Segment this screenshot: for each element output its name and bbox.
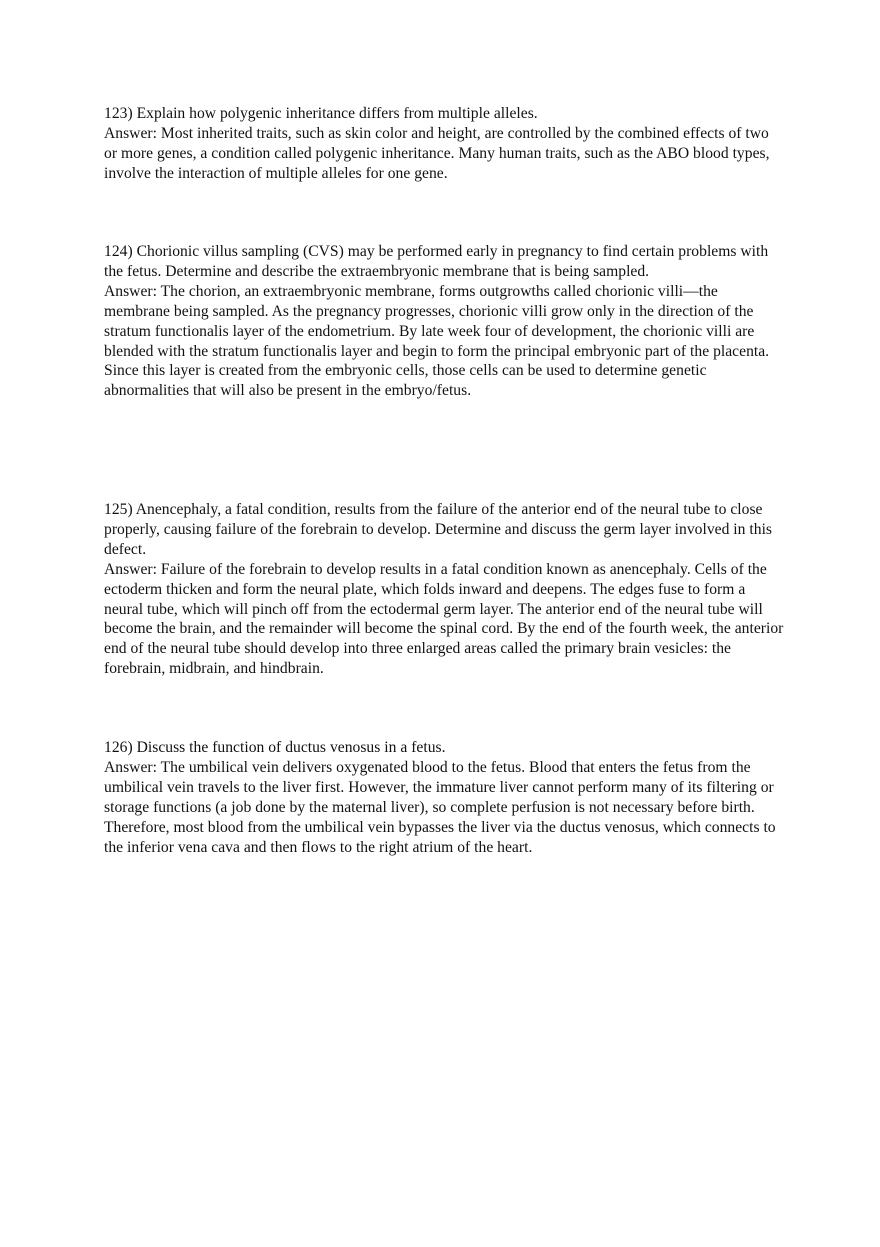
question-body: Explain how polygenic inheritance differs from multiple alleles. <box>136 105 538 122</box>
answer-label: Answer: <box>104 560 157 578</box>
question-number: 123) <box>104 105 133 122</box>
answer-body: The umbilical vein delivers oxygenated blood to the fetus. Blood that enters the fetus from the umbilical vein travels to the liver first. However, the immature liver cannot perform many of its filtering or storage functions (a job done by the maternal liver), so complete perfusion is not necessary before birth. Therefore, most blood from the umbilical vein bypasses the liver via the ductus venosus, which connects to the inferior vena cava and then flows to the right atrium of the heart. <box>104 758 776 856</box>
answer-label: Answer: <box>104 124 157 142</box>
question-number: 126) <box>104 739 133 756</box>
answer-text <box>104 560 784 679</box>
answer-body: Failure of the forebrain to develop results in a fatal condition known as anencephaly. Cells of the ectoderm thicken and form the neural plate, which folds inward and deepens. The edges fuse to form a neural tube, which will pinch off from the ectodermal germ layer. The anterior end of the neural tube will become the brain, and the remainder will become the spinal cord. By the end of the fourth week, the anterior end of the neural tube should develop into three enlarged areas called the primary brain vesicles: the forebrain, midbrain, and hindbrain. <box>104 560 784 678</box>
question-text <box>104 500 784 560</box>
question-number: 124) <box>104 243 133 260</box>
question-body: Discuss the function of ductus venosus in a fetus. <box>136 739 446 756</box>
answer-body: Most inherited traits, such as skin color and height, are controlled by the combined effects of two or more genes, a condition called polygenic inheritance. Many human traits, such as the ABO blood types, involve the interaction of multiple alleles for one gene. <box>104 124 770 182</box>
answer-label: Answer: <box>104 282 157 300</box>
question-text <box>104 104 784 124</box>
answer-label: Answer: <box>104 758 157 776</box>
answer-text <box>104 758 784 858</box>
question-block-123 <box>104 104 784 184</box>
answer-body: The chorion, an extraembryonic membrane, forms outgrowths called chorionic villi—the membrane being sampled. As the pregnancy progresses, chorionic villi grow only in the direction of the stratum functionalis layer of the endometrium. By late week four of development, the chorionic villi are blended with the stratum functionalis layer and begin to form the principal embryonic part of the placenta. Since this layer is created from the embryonic cells, those cells can be used to determine genetic abnormalities that will also be present in the embryo/fetus. <box>104 282 770 400</box>
question-number: 125) <box>104 501 133 518</box>
question-body: Anencephaly, a fatal condition, results from the failure of the anterior end of the neural tube to close properly, causing failure of the forebrain to develop. Determine and discuss the germ layer involved in this defect. <box>104 501 773 558</box>
question-text <box>104 738 784 758</box>
question-block-124 <box>104 242 784 401</box>
question-block-125 <box>104 500 784 679</box>
question-text <box>104 242 784 282</box>
question-block-126 <box>104 738 784 857</box>
question-body: Chorionic villus sampling (CVS) may be performed early in pregnancy to find certain problems with the fetus. Determine and describe the extraembryonic membrane that is being sampled. <box>104 243 769 280</box>
answer-text <box>104 282 784 401</box>
answer-text <box>104 124 784 184</box>
